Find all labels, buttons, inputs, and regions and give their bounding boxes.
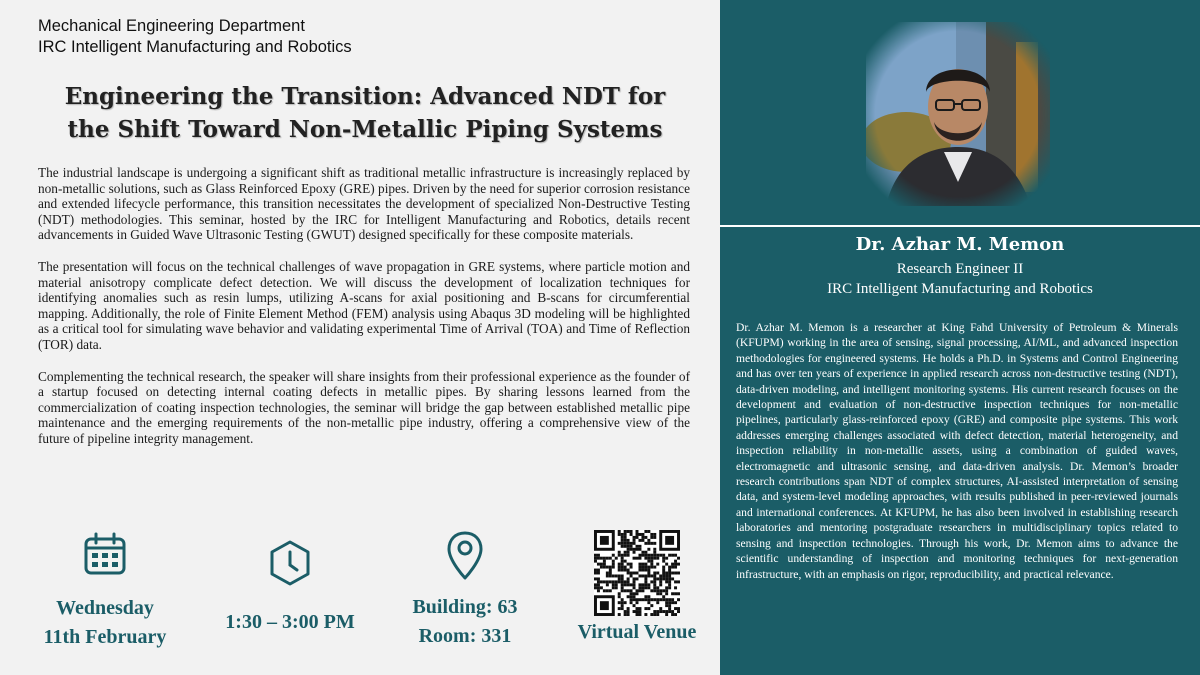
event-location: [395, 530, 535, 651]
abstract-paragraph: The industrial landscape is undergoing a significant shift as traditional metallic infrastructure is increasingly replaced by non-metallic solutions, such as Glass Reinforced Epoxy (GRE) pipes. Driven by the need for superior corrosion resistance and extended lifecycle performance, this transition necessitates the development of specialized Non-Destructive Testing (NDT) methodologies. This seminar, hosted by the IRC for Intelligent Manufacturing and Robotics, details recent advancements in Guided Wave Ultrasonic Testing (GWUT) designed specifically for these composite materials.: [38, 165, 690, 243]
speaker-name: Dr. Azhar M. Memon: [855, 234, 1065, 255]
abstract: [38, 165, 690, 463]
panel-divider: [720, 225, 1200, 227]
time-range: 1:30 – 3:00 PM: [225, 611, 355, 633]
department-name: Mechanical Engineering Department: [38, 17, 305, 35]
abstract-paragraph: Complementing the technical research, the speaker will share insights from their professional experience as the founder of a startup focused on detecting internal coating defects in metallic pipes. By sharing lessons learned from the commercialization of coating inspection technologies, the seminar will bridge the gap between established metallic pipe maintenance and the emerging requirements of the non-metallic pipe industry, offering a comprehensive view of the future of pipeline integrity management.: [38, 368, 690, 446]
location-pin-icon: [445, 530, 485, 582]
title-line-2: the Shift Toward Non-Metallic Piping Systems: [67, 116, 663, 143]
speaker-affiliation: IRC Intelligent Manufacturing and Robotics: [827, 281, 1093, 297]
date-day: 11th February: [43, 626, 167, 648]
virtual-venue-label: Virtual Venue: [577, 621, 697, 643]
header-block: [38, 16, 352, 58]
speaker-bio: Dr. Azhar M. Memon is a researcher at King Fahd University of Petroleum & Minerals (KFUPM) working in the area of sensing, signal processing, AI/ML, and advanced inspection methodologies for engineered systems. He holds a Ph.D. in Systems and Control Engineering and has over ten years of experience in applied research across non-destructive testing (NDT), data-driven modeling, and intelligent monitoring systems. His current research focuses on the development and evaluation of non-destructive inspection techniques for non-metallic pipelines, particularly glass-reinforced epoxy (GRE) and composite pipe systems. This work addresses emerging challenges associated with defect detection, material heterogeneity, and inspection reliability in non-metallic assets, using a combination of guided waves, electromagnetic and ultrasonic sensing, and data-driven analysis. Dr. Memon’s broader research contributions span NDT of complex structures, AI-assisted interpretation of sensing data, and system-level modeling approaches, with results published in peer-reviewed journals and international conferences. At KFUPM, he has also been involved in establishing research laboratories and mentoring postgraduate researchers in multidisciplinary topics related to sensing and inspection technologies. Through his work, Dr. Memon aims to advance the scientific understanding of inspection and monitoring techniques for next-generation infrastructure, with an emphasis on rigor, reproducibility, and practical relevance.: [736, 321, 1178, 581]
calendar-icon: [81, 530, 129, 578]
event-date: [35, 530, 175, 652]
clock-icon: [265, 538, 315, 588]
center-name: IRC Intelligent Manufacturing and Robotics: [38, 38, 352, 56]
speaker-role: Research Engineer II: [896, 261, 1024, 277]
speaker-portrait: [866, 22, 1050, 206]
seminar-title: [30, 80, 700, 146]
event-time: [210, 530, 370, 637]
qr-code[interactable]: [594, 530, 680, 616]
date-weekday: Wednesday: [56, 597, 154, 619]
event-virtual: [562, 530, 712, 647]
room-number: Room: 331: [418, 625, 512, 647]
speaker-photo: [866, 22, 1050, 206]
title-line-1: Engineering the Transition: Advanced NDT for: [64, 83, 666, 110]
event-info: [0, 530, 720, 675]
abstract-paragraph: The presentation will focus on the technical challenges of wave propagation in GRE systems, where particle motion and material anisotropy complicate defect detection. We will discuss the development of localization techniques for identifying anomalies such as resin lumps, utilizing A-scans for axial positioning and B-scans for circumferential mapping. Additionally, the role of Finite Element Method (FEM) analysis using Abaqus 3D modeling will be highlighted as a critical tool for simulating wave behavior and validating experimental Time of Arrival (TOA) and Time of Reflection (TOR) data.: [38, 258, 690, 352]
building-number: Building: 63: [412, 596, 518, 618]
